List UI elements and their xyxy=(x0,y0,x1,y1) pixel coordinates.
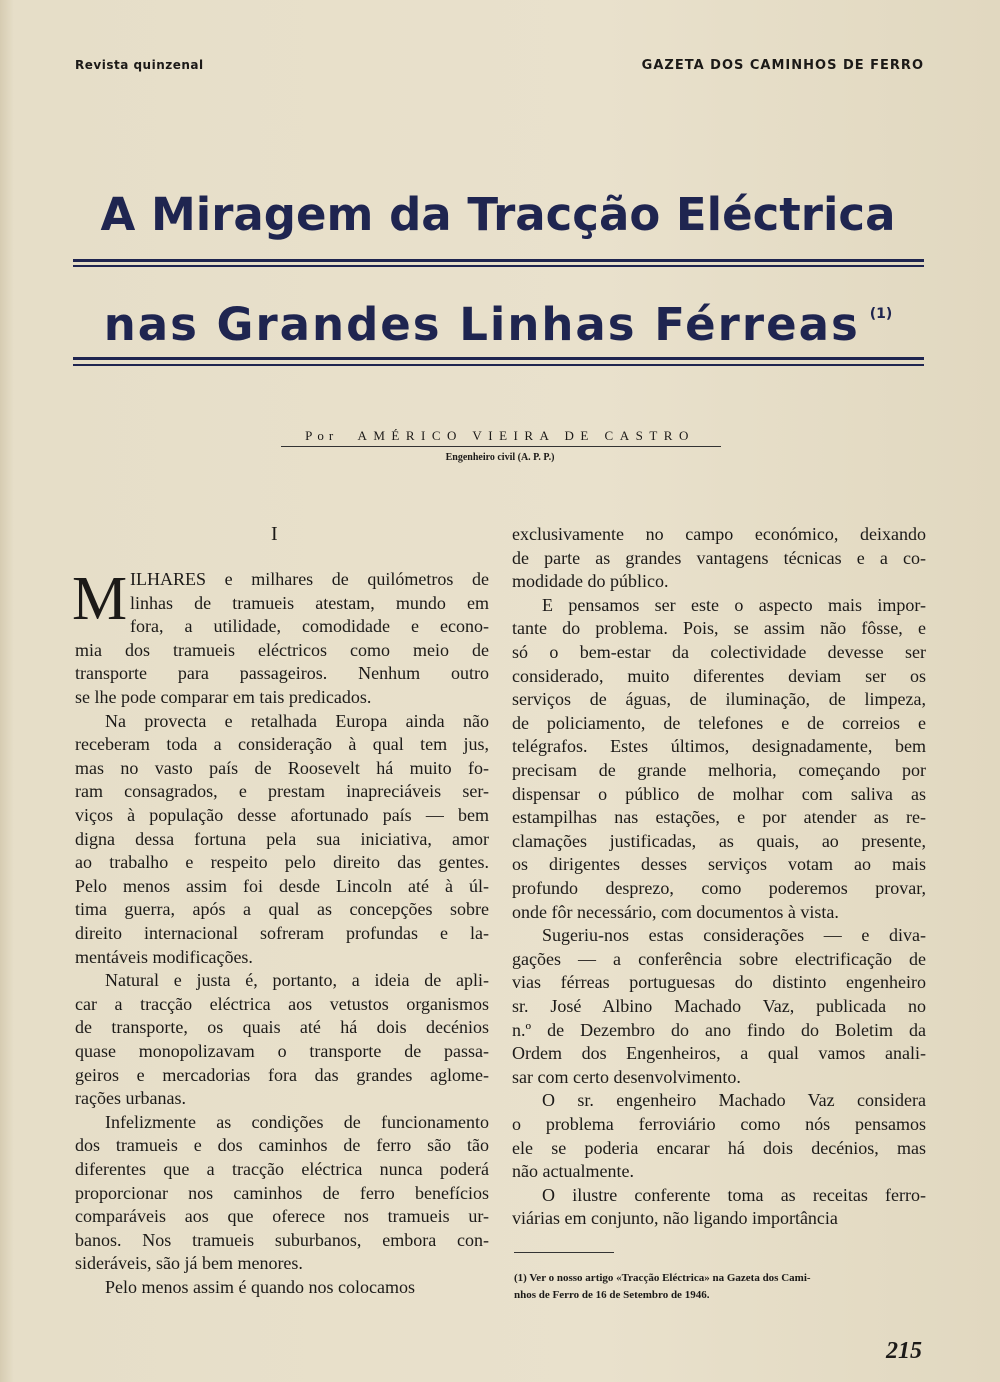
byline xyxy=(0,428,1000,444)
title-rule xyxy=(73,357,924,360)
title-rule xyxy=(73,259,924,262)
text-line: Ordem dos Engenheiros, a qual vamos anali- xyxy=(512,1043,926,1064)
text-line: vias férreas portuguesas do distinto engenheiro xyxy=(512,972,926,993)
text-line: digna dessa fortuna pela sua iniciativa, amor xyxy=(75,828,489,849)
text-line: car a tracção eléctrica aos vetustos organismos xyxy=(75,993,489,1014)
text-line: de parte as grandes vantagens técnicas e a co- xyxy=(512,547,926,568)
text-line: sideráveis, são já bem menores. xyxy=(75,1253,303,1274)
text-line: considerado, muito diferentes deviam ser os xyxy=(512,665,926,686)
text-line: O ilustre conferente toma as receitas ferro- xyxy=(542,1184,926,1205)
text-line: de policiamento, de telefones e de correios e xyxy=(512,712,926,733)
text-line: Pelo menos assim é quando nos colocamos xyxy=(105,1277,415,1297)
text-line: os dirigentes desses serviços votam ao mais xyxy=(512,854,926,875)
text-line: Sugeriu-nos estas considerações — e diva- xyxy=(542,925,926,946)
text-line: diferentes que a tracção eléctrica nunca poderá xyxy=(75,1159,489,1179)
text-line: gações — a conferência sobre electrificação de xyxy=(512,948,926,969)
text-line: Natural e justa é, portanto, a ideia de apli- xyxy=(105,970,489,991)
text-line: O sr. engenheiro Machado Vaz considera xyxy=(542,1090,926,1111)
text-line: proporcionar nos caminhos de ferro benefícios xyxy=(75,1182,489,1203)
author-name: AMÉRICO VIEIRA DE CASTRO xyxy=(357,428,695,443)
text-line: ram consagrados, e prestam inapreciáveis ser- xyxy=(75,781,489,802)
text-line: ele se poderia encarar há dois decénios, mas xyxy=(512,1137,926,1158)
section-number: I xyxy=(271,523,278,545)
text-line: mentáveis modificações. xyxy=(75,946,253,967)
text-line: fora, a utilidade, comodidade e econo- xyxy=(130,616,489,637)
text-line: E pensamos ser este o aspecto mais impor- xyxy=(542,594,926,615)
text-line: não actualmente. xyxy=(512,1161,634,1182)
text-line: só o bem-estar da colectividade devesse ser xyxy=(512,642,926,662)
text-line: de transporte, os quais até há dois decénios xyxy=(75,1017,489,1038)
text-line: mia dos tramueis eléctricos como meio de xyxy=(75,639,489,660)
text-line: estampilhas nas estações, e por atender as re- xyxy=(512,807,926,828)
text-line: viárias em conjunto, não ligando importância xyxy=(512,1208,838,1229)
text-line: tante do problema. Pois, se assim não fôsse, e xyxy=(512,618,926,639)
running-header-right: GAZETA DOS CAMINHOS DE FERRO xyxy=(641,58,924,73)
article-title-line-2: nas Grandes Linhas Férreas $^{(1)}$ xyxy=(103,298,893,351)
author-affiliation: Engenheiro civil (A. P. P.) xyxy=(445,452,555,463)
footnote-line: (1) Ver o nosso artigo «Tracção Eléctrica» na Gazeta dos Cami- xyxy=(514,1272,811,1284)
page-number: 215 xyxy=(886,1338,922,1364)
text-line: telégrafos. Estes últimos, designadamente, bem xyxy=(512,736,926,757)
text-line: serviços de águas, de iluminação, de limpeza, xyxy=(512,689,926,710)
text-line: dispensar o público de molhar com saliva as xyxy=(512,783,926,804)
text-line: receberam toda a consideração à qual tem jus, xyxy=(75,734,489,755)
running-header-left: Revista quinzenal xyxy=(75,58,204,72)
text-line: viços à população desse afortunado país — bem xyxy=(75,805,489,825)
text-line: geiros e mercadorias fora das grandes aglome- xyxy=(75,1064,489,1085)
text-line: o problema ferroviário como nós pensamos xyxy=(512,1114,926,1134)
text-line: banos. Nos tramueis suburbanos, embora con- xyxy=(75,1229,489,1250)
title-rule xyxy=(73,364,924,366)
text-line: transporte para passageiros. Nenhum outro xyxy=(75,663,489,684)
text-line: direito internacional sofreram profundas e la- xyxy=(75,923,489,943)
text-line: Na provecta e retalhada Europa ainda não xyxy=(105,710,489,731)
text-line: Infelizmente as condições de funcionamento xyxy=(105,1111,489,1132)
text-line: sar com certo desenvolvimento. xyxy=(512,1066,741,1087)
text-line: dos tramueis e dos caminhos de ferro são tão xyxy=(75,1135,489,1156)
text-line: n.º de Dezembro do ano findo do Boletim da xyxy=(512,1019,926,1040)
text-line: clamações justificadas, as quais, ao presente, xyxy=(512,830,926,851)
text-line: tima guerra, após a qual as concepções sobre xyxy=(75,899,489,920)
text-line: exclusivamente no campo económico, deixando xyxy=(512,524,926,544)
text-line: comparáveis aos que oferece nos tramueis ur- xyxy=(75,1206,489,1227)
title-footnote-mark: (1) xyxy=(869,306,893,322)
text-line: precisam de grande melhoria, começando por xyxy=(512,760,926,780)
text-line: profundo desprezo, como poderemos provar, xyxy=(512,878,926,898)
text-line: sr. José Albino Machado Vaz, publicada no xyxy=(512,996,926,1016)
article-title-line-1: A Miragem da Tracção Eléctrica xyxy=(100,188,896,241)
text-line: ao trabalho e respeito pelo direito das gentes. xyxy=(75,852,489,873)
text-line: linhas de tramueis atestam, mundo em xyxy=(130,592,489,613)
byline-por: Por xyxy=(305,428,339,443)
text-line: ILHARES e milhares de quilómetros de xyxy=(130,569,489,589)
text-line: quase monopolizavam o transporte de passa- xyxy=(75,1041,489,1061)
text-line: modidade do público. xyxy=(512,571,669,592)
footnote-line: nhos de Ferro de 16 de Setembro de 1946. xyxy=(514,1289,710,1301)
drop-cap: M xyxy=(72,565,128,633)
footnote-rule xyxy=(514,1252,614,1253)
byline-rule xyxy=(281,446,721,447)
text-line: onde fôr necessário, com documentos à vista. xyxy=(512,901,839,922)
text-line: Pelo menos assim foi desde Lincoln até à úl- xyxy=(75,875,489,896)
text-line: rações urbanas. xyxy=(75,1088,186,1109)
title-rule xyxy=(73,265,924,267)
text-line: se lhe pode comparar em tais predicados. xyxy=(75,687,372,707)
text-line: mas no vasto país de Roosevelt há muito fo- xyxy=(75,757,489,778)
